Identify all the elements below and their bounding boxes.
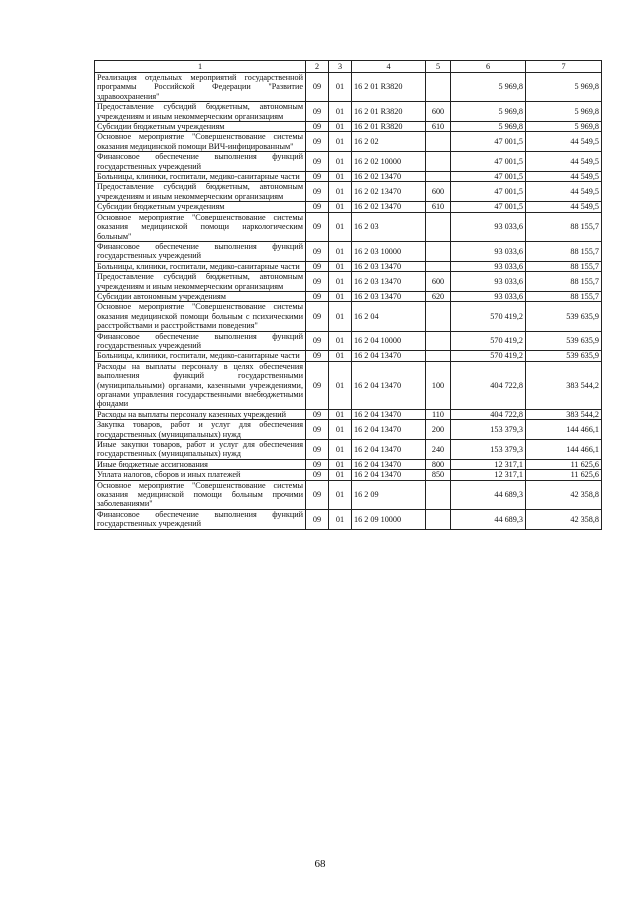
table-row xyxy=(95,102,602,122)
row-amount-1: 47 001,5 xyxy=(451,172,526,182)
table-row xyxy=(95,420,602,440)
row-name: Расходы на выплаты персоналу казенных учреждений xyxy=(95,409,306,419)
row-subsection: 01 xyxy=(329,291,352,301)
row-subsection: 01 xyxy=(329,440,352,460)
row-amount-1: 153 379,3 xyxy=(451,440,526,460)
row-section: 09 xyxy=(306,331,329,351)
row-expense-type xyxy=(426,73,451,102)
row-name: Больницы, клиники, госпитали, медико-санитарные части xyxy=(95,261,306,271)
table-row xyxy=(95,409,602,419)
row-subsection: 01 xyxy=(329,409,352,419)
row-section: 09 xyxy=(306,73,329,102)
row-name: Основное мероприятие "Совершенствование системы оказания медицинской помощи больным с психическими расстройствами и расстройствами поведения" xyxy=(95,302,306,331)
row-amount-2: 5 969,8 xyxy=(526,73,602,102)
row-amount-1: 5 969,8 xyxy=(451,102,526,122)
header-col-6: 6 xyxy=(451,61,526,73)
header-col-1: 1 xyxy=(95,61,306,73)
header-col-2: 2 xyxy=(306,61,329,73)
row-amount-1: 47 001,5 xyxy=(451,202,526,212)
row-amount-2: 88 155,7 xyxy=(526,212,602,241)
row-name: Предоставление субсидий бюджетным, автономным учреждениям и иным некоммерческим организациям xyxy=(95,182,306,202)
row-section: 09 xyxy=(306,351,329,361)
row-amount-1: 12 317,1 xyxy=(451,470,526,480)
row-name: Основное мероприятие "Совершенствование системы оказания медицинской помощи ВИЧ-инфицированным" xyxy=(95,132,306,152)
row-target-code: 16 2 02 xyxy=(352,132,426,152)
row-target-code: 16 2 02 13470 xyxy=(352,202,426,212)
row-amount-2: 42 358,8 xyxy=(526,480,602,509)
row-target-code: 16 2 09 10000 xyxy=(352,509,426,529)
row-target-code: 16 2 04 13470 xyxy=(352,470,426,480)
table-row xyxy=(95,182,602,202)
row-target-code: 16 2 04 xyxy=(352,302,426,331)
header-col-4: 4 xyxy=(352,61,426,73)
row-subsection: 01 xyxy=(329,361,352,409)
row-expense-type xyxy=(426,509,451,529)
row-amount-1: 93 033,6 xyxy=(451,241,526,261)
row-target-code: 16 2 02 13470 xyxy=(352,182,426,202)
table-body xyxy=(95,73,602,530)
table-row xyxy=(95,212,602,241)
row-subsection: 01 xyxy=(329,480,352,509)
table-row xyxy=(95,302,602,331)
row-amount-1: 404 722,8 xyxy=(451,409,526,419)
row-target-code: 16 2 01 R3820 xyxy=(352,73,426,102)
row-expense-type xyxy=(426,331,451,351)
row-expense-type: 100 xyxy=(426,361,451,409)
row-section: 09 xyxy=(306,152,329,172)
row-amount-2: 5 969,8 xyxy=(526,102,602,122)
row-amount-1: 47 001,5 xyxy=(451,182,526,202)
row-name: Расходы на выплаты персоналу в целях обеспечения выполнения функций государственными (муниципальными) органами, казенными учреждениями, органами управления государственными внебюджетными фондами xyxy=(95,361,306,409)
table-row xyxy=(95,272,602,292)
row-name: Финансовое обеспечение выполнения функций государственных учреждений xyxy=(95,152,306,172)
header-row xyxy=(95,61,602,73)
row-amount-1: 44 689,3 xyxy=(451,480,526,509)
row-name: Субсидии автономным учреждениям xyxy=(95,291,306,301)
row-subsection: 01 xyxy=(329,470,352,480)
row-expense-type xyxy=(426,132,451,152)
table-row xyxy=(95,172,602,182)
row-name: Иные закупки товаров, работ и услуг для обеспечения государственных (муниципальных) нужд xyxy=(95,440,306,460)
row-section: 09 xyxy=(306,202,329,212)
row-section: 09 xyxy=(306,182,329,202)
row-expense-type: 850 xyxy=(426,470,451,480)
row-amount-2: 88 155,7 xyxy=(526,291,602,301)
row-section: 09 xyxy=(306,480,329,509)
row-target-code: 16 2 03 xyxy=(352,212,426,241)
row-target-code: 16 2 04 10000 xyxy=(352,331,426,351)
row-subsection: 01 xyxy=(329,172,352,182)
row-expense-type: 610 xyxy=(426,122,451,132)
row-subsection: 01 xyxy=(329,241,352,261)
row-target-code: 16 2 01 R3820 xyxy=(352,122,426,132)
row-name: Предоставление субсидий бюджетным, автономным учреждениям и иным некоммерческим организациям xyxy=(95,272,306,292)
row-amount-1: 44 689,3 xyxy=(451,509,526,529)
table-row xyxy=(95,459,602,469)
row-subsection: 01 xyxy=(329,152,352,172)
row-amount-1: 570 419,2 xyxy=(451,351,526,361)
row-section: 09 xyxy=(306,409,329,419)
row-expense-type xyxy=(426,212,451,241)
table-row xyxy=(95,331,602,351)
header-col-3: 3 xyxy=(329,61,352,73)
row-subsection: 01 xyxy=(329,73,352,102)
row-subsection: 01 xyxy=(329,351,352,361)
row-expense-type: 610 xyxy=(426,202,451,212)
table-row xyxy=(95,351,602,361)
row-section: 09 xyxy=(306,261,329,271)
row-expense-type xyxy=(426,241,451,261)
row-name: Иные бюджетные ассигнования xyxy=(95,459,306,469)
row-name: Больницы, клиники, госпитали, медико-санитарные части xyxy=(95,172,306,182)
row-name: Финансовое обеспечение выполнения функций государственных учреждений xyxy=(95,241,306,261)
row-name: Предоставление субсидий бюджетным, автономным учреждениям и иным некоммерческим организациям xyxy=(95,102,306,122)
row-expense-type xyxy=(426,172,451,182)
row-name: Уплата налогов, сборов и иных платежей xyxy=(95,470,306,480)
row-amount-2: 5 969,8 xyxy=(526,122,602,132)
row-subsection: 01 xyxy=(329,102,352,122)
row-amount-2: 88 155,7 xyxy=(526,241,602,261)
row-target-code: 16 2 02 13470 xyxy=(352,172,426,182)
row-amount-2: 383 544,2 xyxy=(526,409,602,419)
row-section: 09 xyxy=(306,302,329,331)
row-subsection: 01 xyxy=(329,182,352,202)
row-name: Субсидии бюджетным учреждениям xyxy=(95,122,306,132)
row-amount-2: 88 155,7 xyxy=(526,272,602,292)
table-row xyxy=(95,132,602,152)
row-expense-type: 620 xyxy=(426,291,451,301)
table-row xyxy=(95,470,602,480)
row-expense-type: 800 xyxy=(426,459,451,469)
table-row xyxy=(95,261,602,271)
row-subsection: 01 xyxy=(329,459,352,469)
header-col-7: 7 xyxy=(526,61,602,73)
row-amount-2: 44 549,5 xyxy=(526,172,602,182)
row-section: 09 xyxy=(306,509,329,529)
row-section: 09 xyxy=(306,420,329,440)
row-subsection: 01 xyxy=(329,331,352,351)
table-row xyxy=(95,440,602,460)
row-section: 09 xyxy=(306,241,329,261)
table-row xyxy=(95,291,602,301)
row-section: 09 xyxy=(306,459,329,469)
row-name: Больницы, клиники, госпитали, медико-санитарные части xyxy=(95,351,306,361)
row-subsection: 01 xyxy=(329,272,352,292)
row-expense-type xyxy=(426,480,451,509)
row-amount-1: 47 001,5 xyxy=(451,152,526,172)
row-expense-type xyxy=(426,152,451,172)
table-row xyxy=(95,202,602,212)
row-amount-1: 570 419,2 xyxy=(451,331,526,351)
row-target-code: 16 2 09 xyxy=(352,480,426,509)
page-number: 68 xyxy=(314,858,326,870)
table-row xyxy=(95,480,602,509)
row-amount-2: 88 155,7 xyxy=(526,261,602,271)
row-expense-type: 200 xyxy=(426,420,451,440)
row-amount-1: 153 379,3 xyxy=(451,420,526,440)
table-row xyxy=(95,361,602,409)
row-amount-2: 44 549,5 xyxy=(526,202,602,212)
row-amount-2: 539 635,9 xyxy=(526,302,602,331)
table-row xyxy=(95,122,602,132)
row-subsection: 01 xyxy=(329,420,352,440)
row-expense-type: 600 xyxy=(426,102,451,122)
row-name: Основное мероприятие "Совершенствование системы оказания медицинской помощи наркологическим больным" xyxy=(95,212,306,241)
row-section: 09 xyxy=(306,272,329,292)
row-target-code: 16 2 03 13470 xyxy=(352,291,426,301)
row-subsection: 01 xyxy=(329,122,352,132)
table-row xyxy=(95,509,602,529)
row-name: Финансовое обеспечение выполнения функций государственных учреждений xyxy=(95,509,306,529)
row-expense-type: 110 xyxy=(426,409,451,419)
row-section: 09 xyxy=(306,132,329,152)
row-amount-1: 93 033,6 xyxy=(451,291,526,301)
row-amount-2: 383 544,2 xyxy=(526,361,602,409)
row-amount-2: 42 358,8 xyxy=(526,509,602,529)
row-subsection: 01 xyxy=(329,202,352,212)
row-name: Реализация отдельных мероприятий государственной программы Российской Федерации "Развитие здравоохранения" xyxy=(95,73,306,102)
row-target-code: 16 2 04 13470 xyxy=(352,409,426,419)
row-subsection: 01 xyxy=(329,212,352,241)
row-amount-2: 539 635,9 xyxy=(526,351,602,361)
row-amount-1: 404 722,8 xyxy=(451,361,526,409)
row-amount-1: 47 001,5 xyxy=(451,132,526,152)
row-amount-1: 93 033,6 xyxy=(451,272,526,292)
row-section: 09 xyxy=(306,212,329,241)
row-target-code: 16 2 02 10000 xyxy=(352,152,426,172)
row-section: 09 xyxy=(306,291,329,301)
row-subsection: 01 xyxy=(329,509,352,529)
row-section: 09 xyxy=(306,361,329,409)
row-name: Субсидии бюджетным учреждениям xyxy=(95,202,306,212)
row-amount-2: 44 549,5 xyxy=(526,152,602,172)
row-amount-1: 93 033,6 xyxy=(451,212,526,241)
row-subsection: 01 xyxy=(329,132,352,152)
header-col-5: 5 xyxy=(426,61,451,73)
row-expense-type: 600 xyxy=(426,272,451,292)
row-target-code: 16 2 04 13470 xyxy=(352,420,426,440)
table-row xyxy=(95,241,602,261)
row-expense-type xyxy=(426,261,451,271)
row-amount-1: 93 033,6 xyxy=(451,261,526,271)
row-amount-1: 12 317,1 xyxy=(451,459,526,469)
row-amount-1: 570 419,2 xyxy=(451,302,526,331)
row-target-code: 16 2 04 13470 xyxy=(352,361,426,409)
row-target-code: 16 2 03 13470 xyxy=(352,261,426,271)
row-amount-2: 44 549,5 xyxy=(526,182,602,202)
budget-table xyxy=(94,60,602,530)
row-amount-2: 144 466,1 xyxy=(526,440,602,460)
row-amount-2: 539 635,9 xyxy=(526,331,602,351)
table-row xyxy=(95,73,602,102)
row-expense-type xyxy=(426,351,451,361)
row-target-code: 16 2 04 13470 xyxy=(352,440,426,460)
row-expense-type xyxy=(426,302,451,331)
row-name: Закупка товаров, работ и услуг для обеспечения государственных (муниципальных) нужд xyxy=(95,420,306,440)
row-amount-2: 11 625,6 xyxy=(526,459,602,469)
row-subsection: 01 xyxy=(329,261,352,271)
row-section: 09 xyxy=(306,102,329,122)
row-subsection: 01 xyxy=(329,302,352,331)
table-row xyxy=(95,152,602,172)
row-target-code: 16 2 04 13470 xyxy=(352,351,426,361)
row-section: 09 xyxy=(306,122,329,132)
row-target-code: 16 2 03 13470 xyxy=(352,272,426,292)
row-amount-2: 44 549,5 xyxy=(526,132,602,152)
row-amount-1: 5 969,8 xyxy=(451,73,526,102)
row-expense-type: 240 xyxy=(426,440,451,460)
row-name: Финансовое обеспечение выполнения функций государственных учреждений xyxy=(95,331,306,351)
row-section: 09 xyxy=(306,440,329,460)
row-target-code: 16 2 01 R3820 xyxy=(352,102,426,122)
row-expense-type: 600 xyxy=(426,182,451,202)
row-amount-1: 5 969,8 xyxy=(451,122,526,132)
row-section: 09 xyxy=(306,470,329,480)
row-target-code: 16 2 04 13470 xyxy=(352,459,426,469)
row-name: Основное мероприятие "Совершенствование системы оказания медицинской помощи больным прочими заболеваниями" xyxy=(95,480,306,509)
row-section: 09 xyxy=(306,172,329,182)
row-amount-2: 144 466,1 xyxy=(526,420,602,440)
row-amount-2: 11 625,6 xyxy=(526,470,602,480)
row-target-code: 16 2 03 10000 xyxy=(352,241,426,261)
